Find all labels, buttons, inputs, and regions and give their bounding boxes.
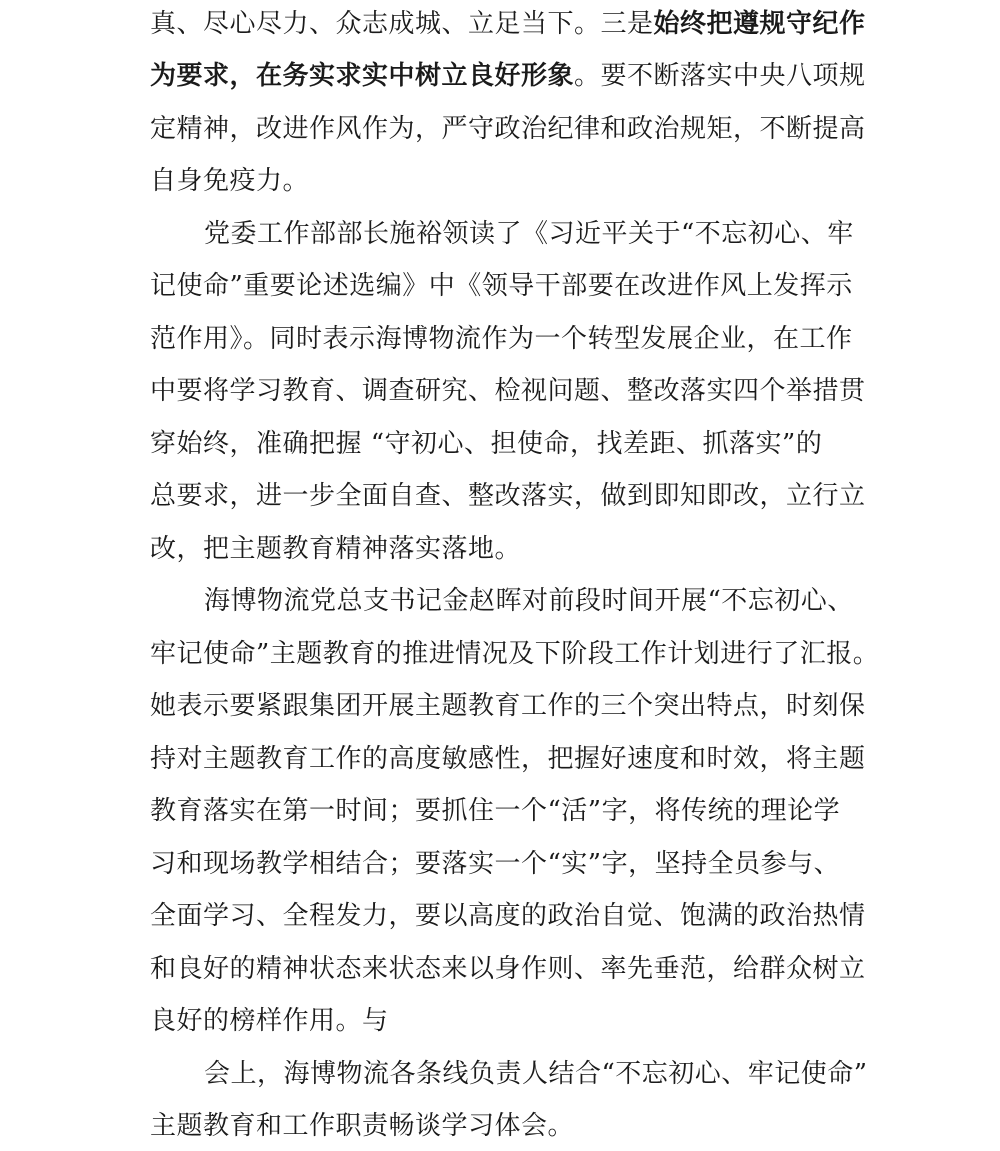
p3-line-8: 和良好的精神状态来状态来以身作则、率先垂范，给群众树立 [150, 954, 866, 984]
p3-line-1: 海博物流党总支书记金赵晖对前段时间开展“不忘初心、 [204, 586, 854, 616]
p4-line-1: 会上，海博物流各条线负责人结合“不忘初心、牢记使命” [204, 1059, 868, 1089]
p1-line-4: 自身免疫力。 [150, 166, 310, 196]
p3-line-5: 教育落实在第一时间；要抓住一个“活”字，将传统的理论学 [150, 796, 841, 826]
p3-line-7: 全面学习、全程发力，要以高度的政治自觉、饱满的政治热情 [150, 901, 866, 931]
p2-line-1: 党委工作部部长施裕领读了《习近平关于“不忘初心、牢 [204, 219, 854, 249]
p3-line-2: 牢记使命”主题教育的推进情况及下阶段工作计划进行了汇报。 [150, 639, 880, 669]
p2-line-7: 改，把主题教育精神落实落地。 [150, 534, 522, 564]
p3-line-4: 持对主题教育工作的高度敏感性，把握好速度和时效，将主题 [150, 744, 866, 774]
p2-line-6: 总要求，进一步全面自查、整改落实，做到即知即改，立行立 [150, 481, 866, 511]
p3-line-6: 习和现场教学相结合；要落实一个“实”字，坚持全员参与、 [150, 849, 841, 879]
p4-line-2: 主题教育和工作职责畅谈学习体会。 [150, 1111, 575, 1141]
p2-line-3: 范作用》。同时表示海博物流作为一个转型发展企业，在工作 [150, 324, 853, 354]
p1-line-2: 为要求，在务实求实中树立良好形象。要不断落实中央八项规 [150, 61, 866, 91]
p2-line-4: 中要将学习教育、调查研究、检视问题、整改落实四个举措贯 [150, 376, 866, 406]
p1-line-1: 真、尽心尽力、众志成城、立足当下。三是始终把遵规守纪作 [150, 9, 866, 39]
p3-line-9: 良好的榜样作用。与 [150, 1006, 389, 1036]
p1-line-3: 定精神，改进作风作为，严守政治纪律和政治规矩，不断提高 [150, 114, 866, 144]
p3-line-3: 她表示要紧跟集团开展主题教育工作的三个突出特点，时刻保 [150, 691, 866, 721]
p2-line-5: 穿始终，准确把握 “守初心、担使命，找差距、抓落实”的 [150, 429, 823, 459]
p2-line-2: 记使命”重要论述选编》中《领导干部要在改进作风上发挥示 [150, 271, 853, 301]
